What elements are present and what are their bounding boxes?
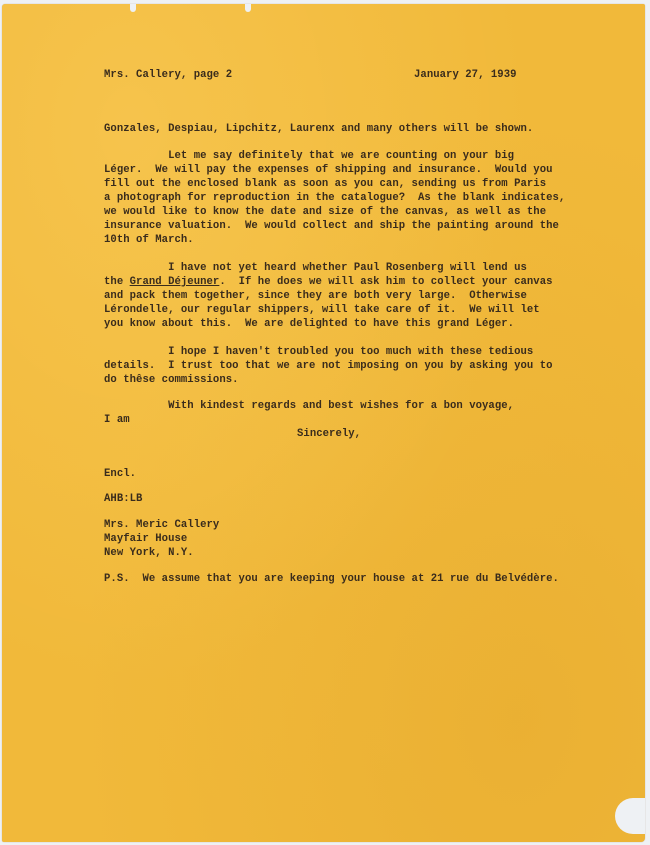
paragraph-line bbox=[104, 275, 553, 289]
paragraph-line: Let me say definitely that we are counting on your big bbox=[104, 150, 515, 162]
paragraph-line: a photograph for reproduction in the catalogue? As the blank indicates, bbox=[104, 192, 566, 204]
address-line: New York, N.Y. bbox=[104, 547, 194, 559]
paper-nick bbox=[245, 4, 251, 12]
paragraph-line: details. I trust too that we are not imposing on you by asking you to bbox=[104, 360, 553, 372]
letter-page bbox=[2, 4, 645, 842]
closing-line: I am bbox=[104, 414, 130, 426]
artwork-title: Grand Déjeuner bbox=[129, 276, 220, 288]
paragraph-line: do thêse commissions. bbox=[104, 374, 239, 386]
continued-line: Gonzales, Despiau, Lipchitz, Laurenx and many others will be shown. bbox=[104, 123, 534, 135]
paragraph-line: Léger. We will pay the expenses of shipping and insurance. Would you bbox=[104, 164, 553, 176]
typist-initials: AHB:LB bbox=[104, 493, 143, 505]
address-line: Mayfair House bbox=[104, 533, 188, 545]
paragraph-line: insurance valuation. We would collect and ship the painting around the bbox=[104, 220, 559, 232]
paragraph-line: Lérondelle, our regular shippers, will take care of it. We will let bbox=[104, 304, 540, 316]
header-recipient-page: Mrs. Callery, page 2 bbox=[104, 69, 233, 81]
paragraph-line: fill out the enclosed blank as soon as you can, sending us from Paris bbox=[104, 178, 547, 190]
header-date: January 27, 1939 bbox=[414, 69, 517, 81]
paragraph-line: we would like to know the date and size of the canvas, as well as the bbox=[104, 206, 547, 218]
paragraph-line: I have not yet heard whether Paul Rosenberg will lend us bbox=[104, 262, 527, 274]
closing-line: With kindest regards and best wishes for a bon voyage, bbox=[104, 400, 515, 412]
paragraph-line: 10th of March. bbox=[104, 234, 194, 246]
enclosure-note: Encl. bbox=[104, 468, 137, 480]
text-span: . If he does we will ask him to collect your canvas bbox=[219, 276, 553, 288]
paragraph-line: and pack them together, since they are both very large. Otherwise bbox=[104, 290, 527, 302]
paper-nick bbox=[130, 4, 136, 12]
text-span: the bbox=[104, 276, 130, 288]
paragraph-line: you know about this. We are delighted to have this grand Léger. bbox=[104, 318, 515, 330]
address-line: Mrs. Meric Callery bbox=[104, 519, 220, 531]
sign-off: Sincerely, bbox=[297, 428, 362, 440]
paragraph-line: I hope I haven't troubled you too much with these tedious bbox=[104, 346, 534, 358]
paper-tear bbox=[615, 798, 645, 834]
postscript: P.S. We assume that you are keeping your house at 21 rue du Belvédère. bbox=[104, 573, 559, 585]
